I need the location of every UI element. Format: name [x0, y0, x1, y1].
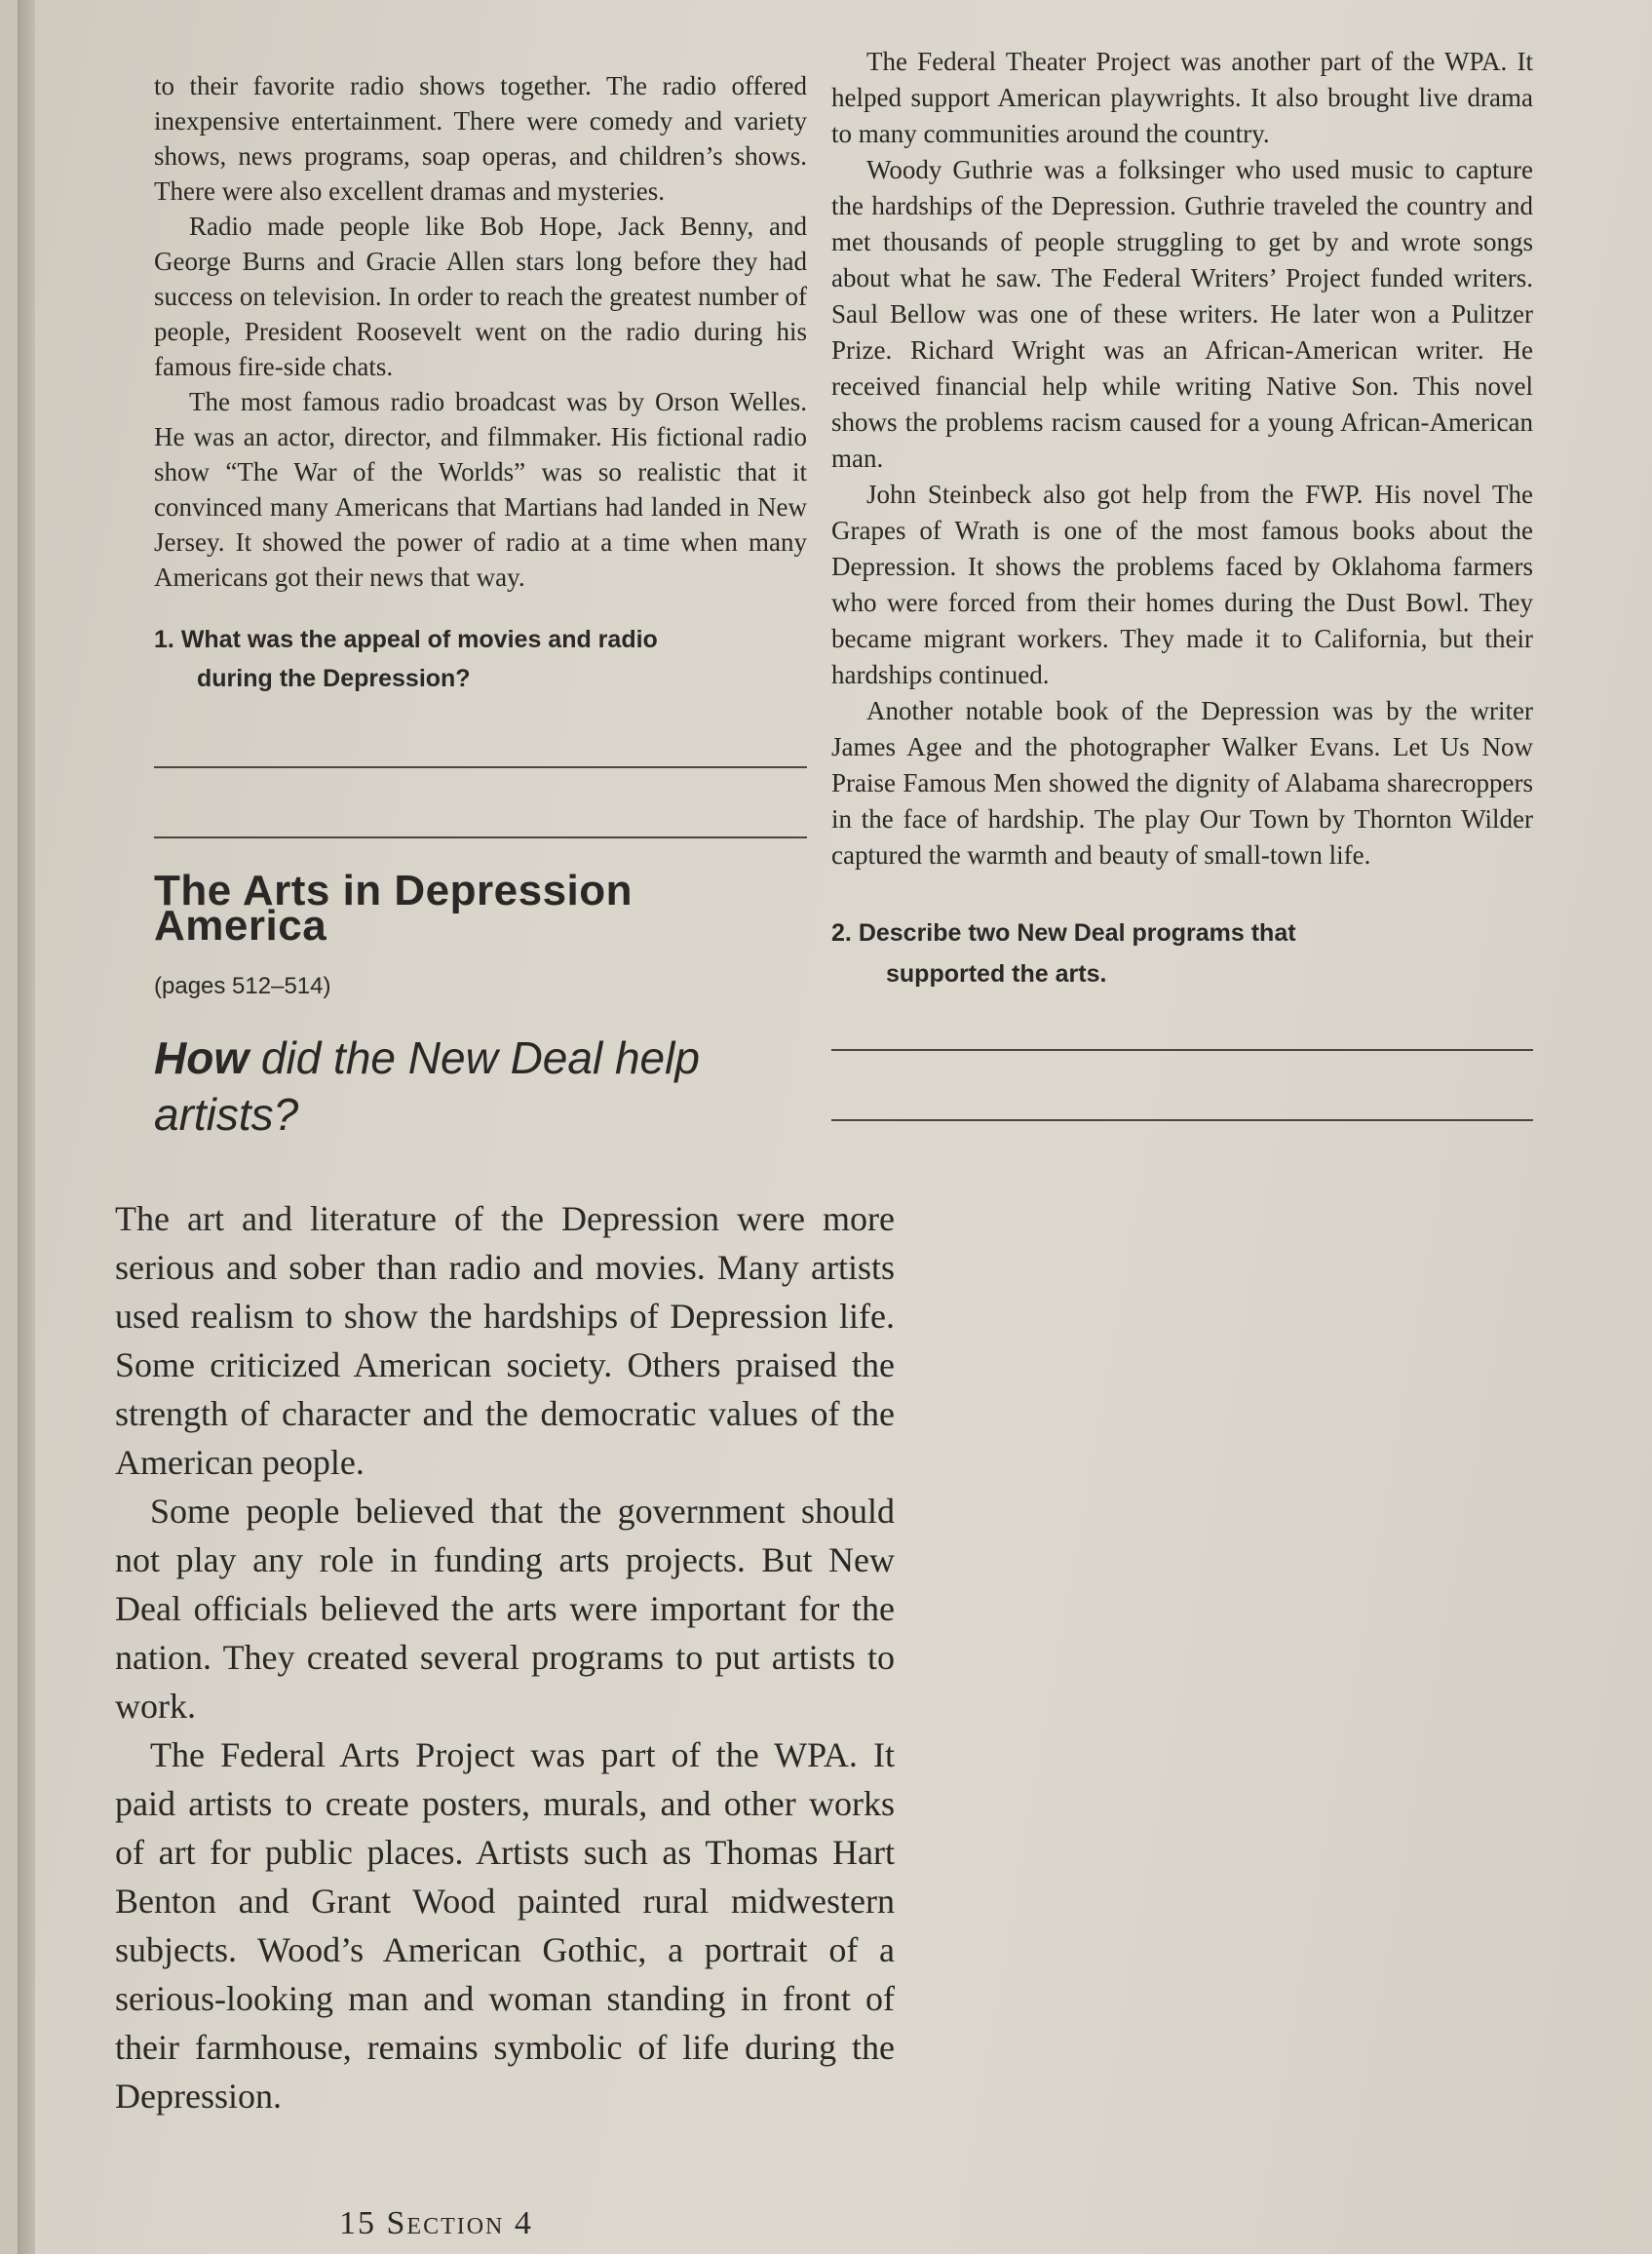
section-title: The Arts in Depression America	[154, 867, 634, 950]
left-column-top	[154, 68, 807, 1143]
section-label: Section 4	[386, 2205, 533, 2241]
pages-reference: (pages 512–514)	[154, 973, 331, 999]
question-number: 1.	[154, 626, 174, 653]
question-2	[831, 913, 1533, 994]
answer-line[interactable]	[831, 1051, 1533, 1121]
question-number: 2.	[831, 919, 852, 947]
answer-line[interactable]	[154, 698, 807, 768]
paragraph: The art and literature of the Depression were more serious and sober than radio and movies. Many artists used realism to show the hardships of Depression life. Some criticized American society. Others praised the strength of character and the democratic values of the American people.	[115, 1199, 895, 1482]
subheading-rest: did the New Deal help artists?	[154, 1032, 700, 1140]
question-text: What was the appeal of movies and radio	[180, 626, 658, 653]
paragraph: The Federal Arts Project was part of the WPA. It paid artists to create posters, murals, and other works of art for public places. Artists such as Thomas Hart Benton and Grant Wood painted rural midwestern subjects. Wood’s American Gothic, a portrait of a serious-looking man and woman standing in front of their farmhouse, remains symbolic of life during the Depression.	[115, 1735, 895, 2116]
paragraph: Some people believed that the government should not play any role in funding arts projects. But New Deal officials believed the arts were important for the nation. They created several programs to put artists to work.	[115, 1492, 895, 1726]
subheading	[154, 1030, 700, 1143]
answer-line[interactable]	[154, 768, 807, 838]
paragraph: John Steinbeck also got help from the FWP. His novel The Grapes of Wrath is one of the most famous books about the Depression. It shows the problems faced by Oklahoma farmers who were forced from their homes during the Dust Bowl. They became migrant workers. They made it to California, but their hardships continued.	[831, 480, 1533, 689]
paragraph: The Federal Theater Project was another part of the WPA. It helped support American playwrights. It also brought live drama to many communities around the country.	[831, 47, 1533, 148]
paragraph: Radio made people like Bob Hope, Jack Benny, and George Burns and Gracie Allen stars long before they had success on television. In order to reach the greatest number of people, President Roosevelt went on the radio during his famous fire-side chats.	[154, 212, 807, 381]
paragraph: Another notable book of the Depression was by the writer James Agee and the photographer Walker Evans. Let Us Now Praise Famous Men showed the dignity of Alabama sharecroppers in the face of hardship. The play Our Town by Thornton Wilder captured the warmth and beauty of small-town life.	[831, 696, 1533, 870]
paragraph: to their favorite radio shows together. The radio offered inexpensive entertainment. There were comedy and variety shows, news programs, soap operas, and children’s shows. There were also excellent dramas and mysteries.	[154, 71, 807, 206]
paragraph: The most famous radio broadcast was by Orson Welles. He was an actor, director, and filmmaker. His fictional radio show “The War of the Worlds” was so realistic that it convinced many Americans that Martians had landed in New Jersey. It showed the power of radio at a time when many Americans got their news that way.	[154, 387, 807, 592]
right-column	[831, 44, 1533, 1121]
question-text: during the Depression?	[197, 665, 471, 692]
textbook-page	[18, 0, 1652, 2254]
page-number: 15	[339, 2205, 376, 2241]
question-text: Describe two New Deal programs that	[858, 919, 1296, 947]
question-1	[154, 620, 807, 698]
question-text: supported the arts.	[886, 960, 1107, 988]
footer	[339, 2205, 533, 2242]
left-column-bottom	[115, 1194, 895, 2120]
answer-line[interactable]	[831, 994, 1533, 1051]
paragraph: Woody Guthrie was a folksinger who used music to capture the hardships of the Depression. Guthrie traveled the country and met thousands of people struggling to get by and wrote songs about what he saw. The Federal Writers’ Project funded writers. Saul Bellow was one of these writers. He later won a Pulitzer Prize. Richard Wright was an African-American writer. He received financial help while writing Native Son. This novel shows the problems racism caused for a young African-American man.	[831, 155, 1533, 473]
subheading-bold: How	[154, 1032, 250, 1083]
page-edge	[18, 0, 35, 2254]
